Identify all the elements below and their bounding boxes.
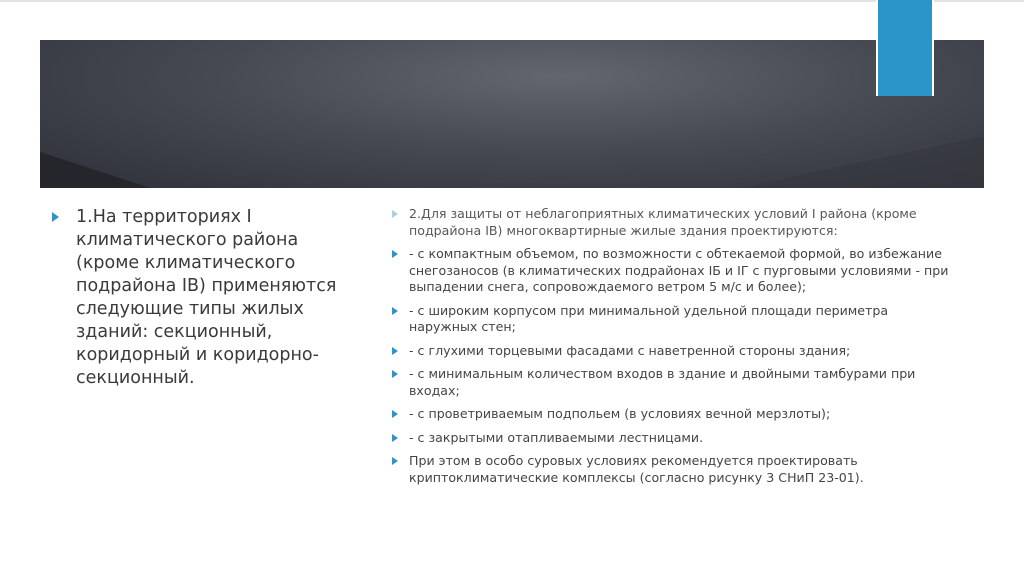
bullet-arrow-icon xyxy=(392,370,398,378)
bullet-arrow-icon xyxy=(392,307,398,315)
title-band xyxy=(40,40,984,188)
bullet-arrow-icon xyxy=(392,210,398,218)
right-bullet-text: - с проветриваемым подпольем (в условиях вечной мерзлоты); xyxy=(409,406,831,421)
right-bullet-text: - с закрытыми отапливаемыми лестницами. xyxy=(409,429,704,445)
bullet-arrow-icon xyxy=(392,347,398,355)
title-band-decoration xyxy=(40,40,984,188)
right-bullet-text: - с глухими торцевыми фасадами с наветренной стороны здания; xyxy=(409,342,851,358)
left-bullet-text: 1.На территориях I климатического района (кроме климатического подрайона IВ) применяются следующие типы жилых зданий: секционный, коридорный и коридорно-секционный. xyxy=(76,207,337,388)
right-bullet-text: - с широким корпусом при минимальной удельной площади периметра наружных стен; xyxy=(409,302,889,334)
corner-wedge-right xyxy=(740,136,984,188)
accent-tab xyxy=(876,0,934,96)
right-bullet-text: При этом в особо суровых условиях рекомендуется проектировать криптоклиматические комплексы (согласно рисунку 3 СНиП 23-01). xyxy=(409,453,864,485)
right-bullet-item xyxy=(392,406,952,423)
bullet-arrow-icon xyxy=(392,250,398,258)
right-bullet-item xyxy=(392,453,952,486)
right-bullet-text: - с компактным объемом, по возможности с обтекаемой формой, во избежание снегозаносов (в климатических подрайонах IБ и IГ с пурговыми условиями - при выпадении снега, сопровождаемого ветром 5 м/с и более); xyxy=(409,246,949,294)
right-bullet-item xyxy=(392,430,952,447)
bullet-arrow-icon xyxy=(392,457,398,465)
bullet-arrow-icon xyxy=(392,434,398,442)
right-bullet-item xyxy=(392,206,952,239)
right-bullet-item xyxy=(392,246,952,296)
bullet-arrow-icon xyxy=(392,410,398,418)
bullet-arrow-icon xyxy=(52,212,59,222)
corner-wedge-left xyxy=(40,152,150,188)
right-column xyxy=(392,206,952,493)
left-bullet-item xyxy=(52,206,342,390)
right-bullet-item xyxy=(392,366,952,399)
right-bullet-item xyxy=(392,343,952,360)
right-bullet-item xyxy=(392,303,952,336)
top-divider xyxy=(0,0,1024,2)
right-bullet-text: - с минимальным количеством входов в здание и двойными тамбурами при входах; xyxy=(409,366,916,398)
right-bullet-text: 2.Для защиты от неблагоприятных климатических условий I района (кроме подрайона IВ) многоквартирные жилые здания проектируются: xyxy=(409,206,917,238)
left-column xyxy=(52,206,342,390)
